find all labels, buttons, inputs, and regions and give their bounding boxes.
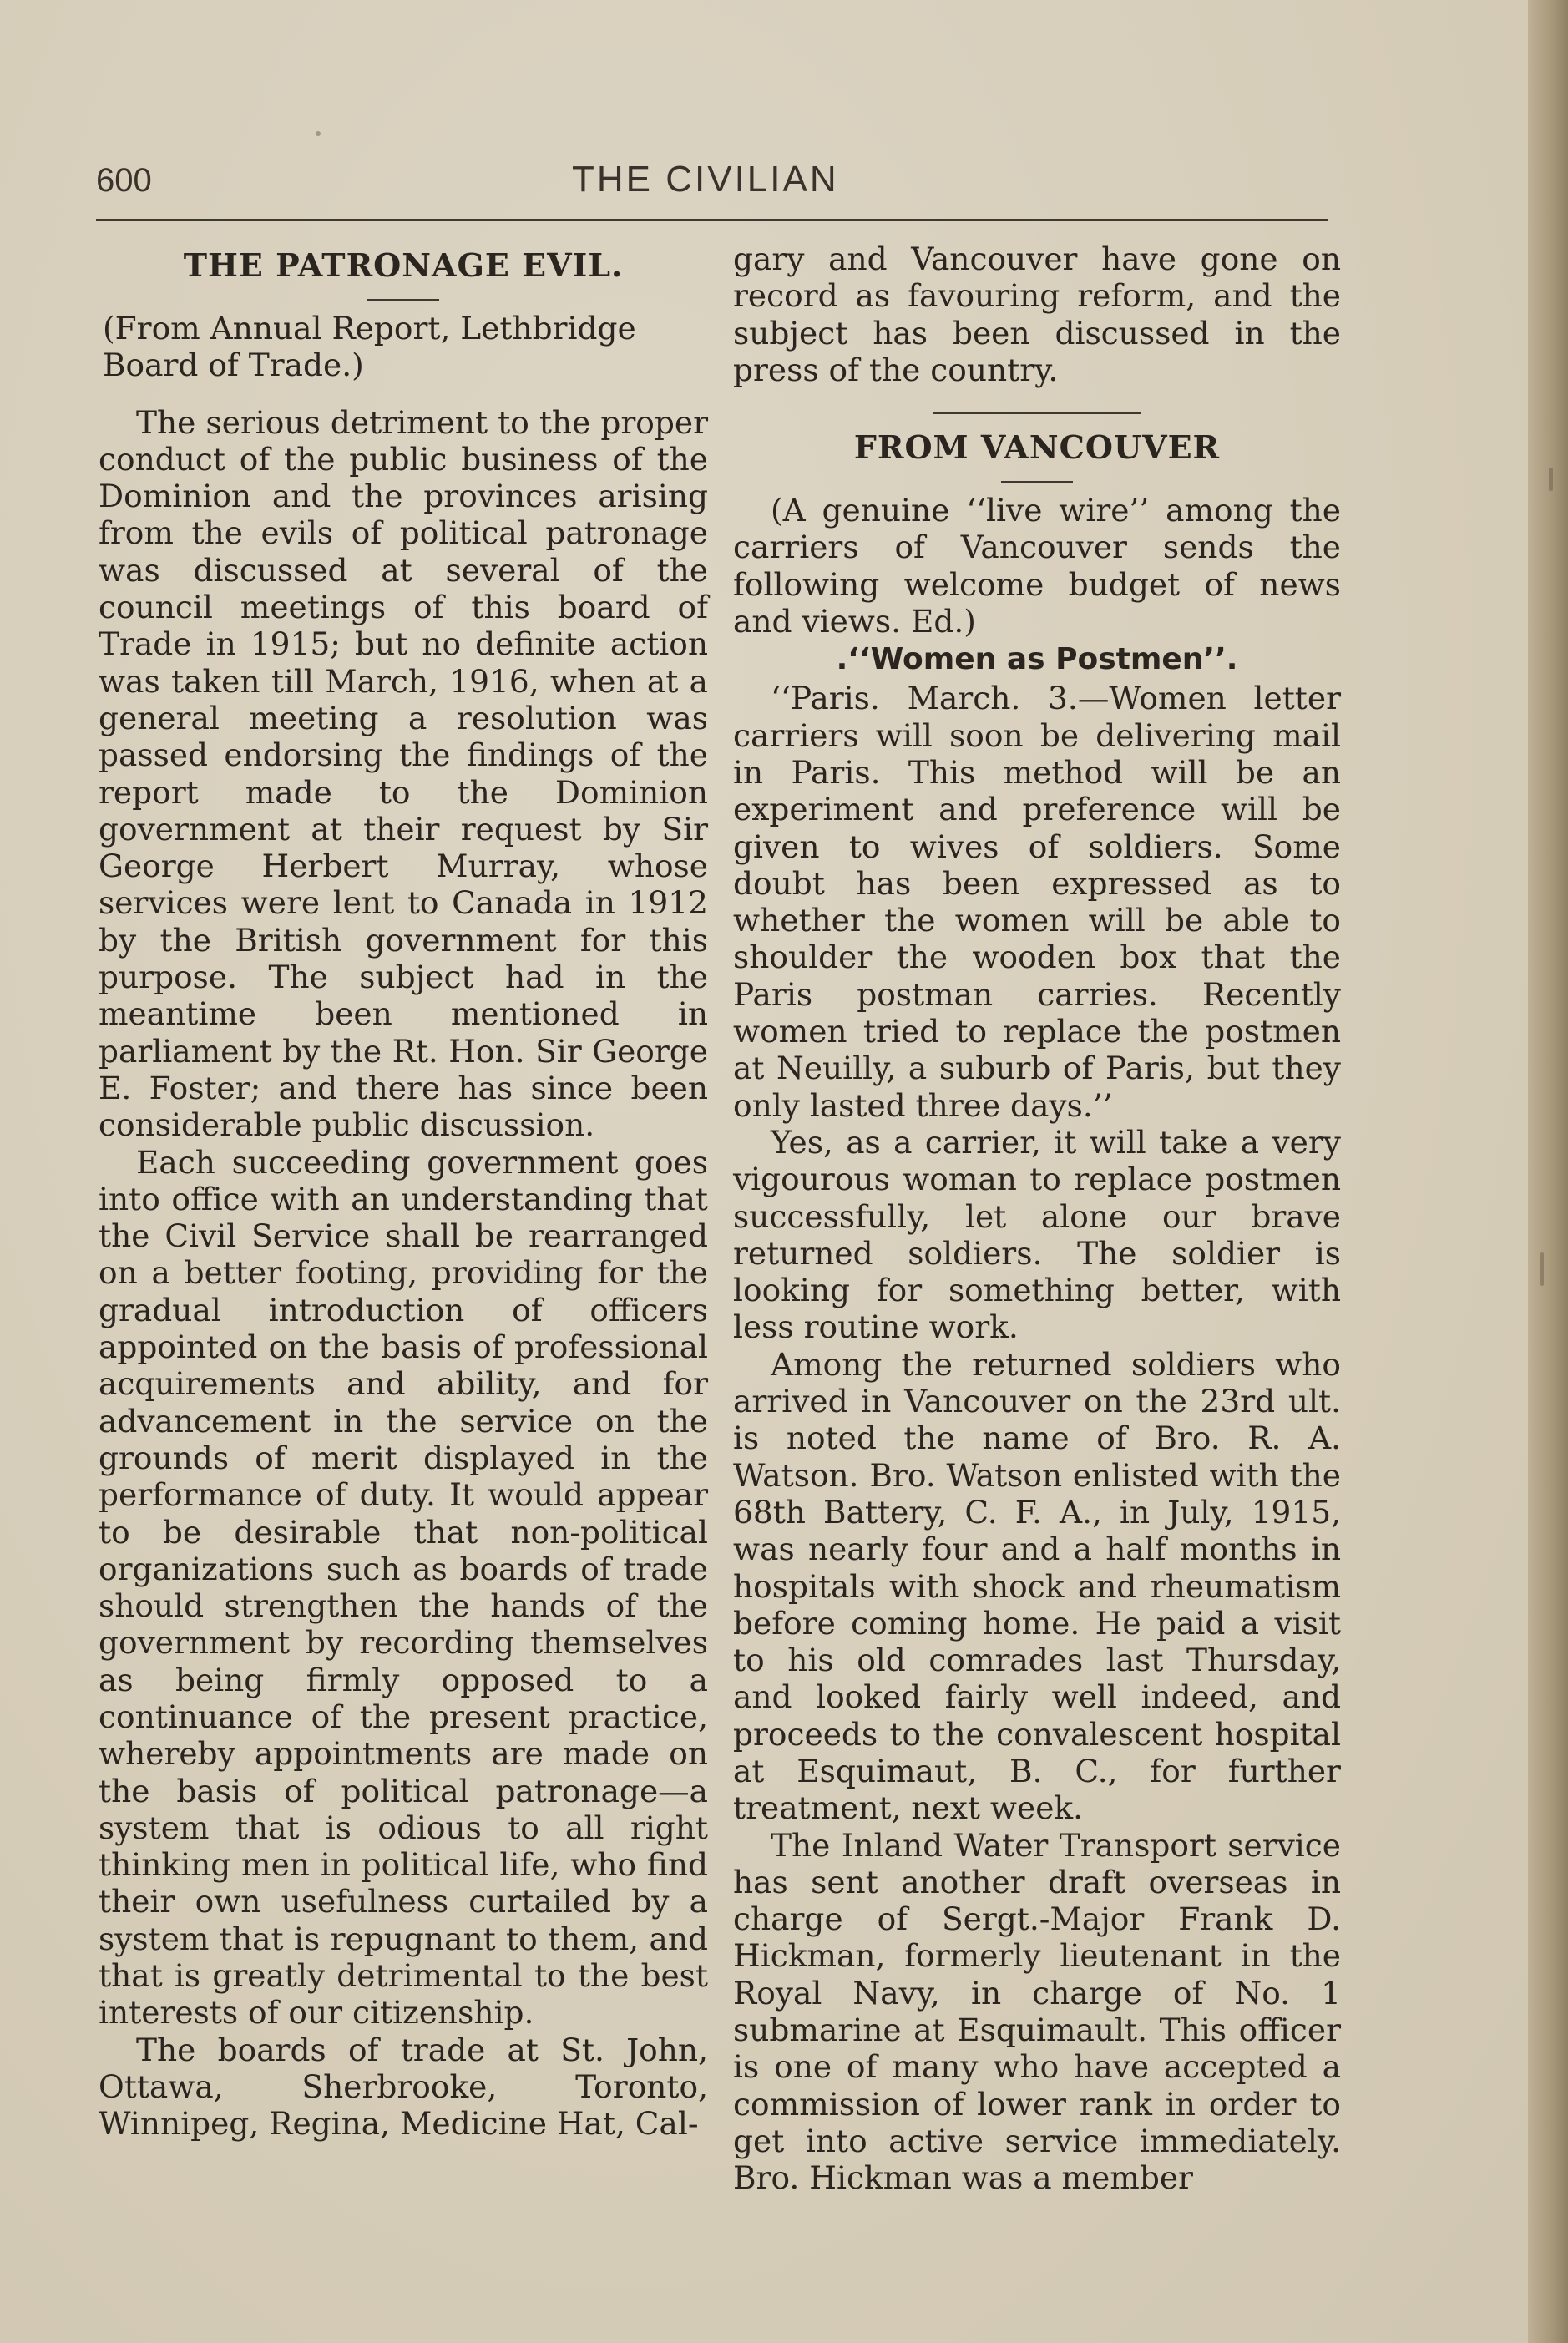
heading-rule bbox=[367, 299, 439, 301]
article-paragraph: The Inland Water Transport service has sent another draft overseas in charge of Sergt.-Major Frank D. Hickman, formerly lieutenant in the Royal Navy, in charge of No. 1 submarine at Esquimault. This officer is one of many who have accepted a commission of lower rank in order to get into active service immediately. Bro. Hickman was a member bbox=[733, 1826, 1341, 2197]
article-heading: FROM VANCOUVER bbox=[853, 428, 1221, 467]
paper-speck bbox=[1540, 1252, 1544, 1286]
article-paragraph: ‘‘Paris. March. 3.—Women letter carriers will soon be delivering mail in Paris. This method will be an experiment and preference will be given to wives of soldiers. Some doubt has been expressed as to whether the women will be able to shoulder the wooden box that the Paris postman carries. Recently women tried to replace the postmen at Neuilly, a suburb of Paris, but they only lasted three days.’’ bbox=[733, 680, 1341, 1124]
page-header bbox=[96, 157, 1323, 210]
article-paragraph: The boards of trade at St. John, Ottawa, Sherbrooke, Toronto, Winnipeg, Regina, Medicine Hat, Cal- bbox=[99, 2031, 708, 2143]
article-paragraph: Among the returned soldiers who arrived in Vancouver on the 23rd ult. is noted the name of Bro. R. A. Watson. Bro. Watson enlisted with the 68th Battery, C. F. A., in July, 1915, was nearly four and a half months in hospitals with shock and rheumatism before coming home. He paid a visit to his old comrades last Thursday, and looked fairly well indeed, and proceeds to the convalescent hospital at Esquimaut, B. C., for further treatment, next week. bbox=[733, 1345, 1341, 1827]
continued-paragraph: gary and Vancouver have gone on record as favouring reform, and the subject has been discussed in the press of the country. bbox=[733, 240, 1341, 388]
article-heading: THE PATRONAGE EVIL. bbox=[183, 246, 624, 284]
heading-rule bbox=[1001, 481, 1073, 483]
paper-speck bbox=[1549, 468, 1553, 491]
page-number: 600 bbox=[96, 162, 152, 199]
page-edge-shadow bbox=[1528, 0, 1568, 2343]
left-column bbox=[99, 242, 708, 2143]
right-column bbox=[733, 240, 1341, 2197]
article-paragraph: The serious detriment to the proper conduct of the public business of the Dominion and the provinces arising from the evils of political patronage was discussed at several of the council meetings of this board of Trade in 1915; but no definite action was taken till March, 1916, when at a general meeting a resolution was passed endorsing the findings of the report made to the Dominion government at their request by Sir George Herbert Murray, whose services were lent to Canada in 1912 by the British government for this purpose. The subject had in the meantime been mentioned in parliament by the Rt. Hon. Sir George E. Foster; and there has since been considerable public discussion. bbox=[99, 403, 708, 1144]
header-rule bbox=[96, 219, 1328, 221]
article-paragraph: Yes, as a carrier, it will take a very vigourous woman to replace postmen successfully, let alone our brave returned soldiers. The soldier is looking for something better, with less routine work. bbox=[733, 1123, 1341, 1346]
running-title: THE CIVILIAN bbox=[572, 159, 839, 200]
section-rule bbox=[933, 412, 1141, 414]
paper-speck bbox=[316, 131, 321, 136]
intro-note: (A genuine ‘‘live wire’’ among the carriers of Vancouver sends the following welcome budget of news and views. Ed.) bbox=[733, 492, 1341, 640]
source-note: (From Annual Report, Lethbridge Board of Trade.) bbox=[103, 310, 636, 384]
subheading: .‘‘Women as Postmen’’. bbox=[836, 642, 1238, 677]
article-paragraph: Each succeeding government goes into office with an understanding that the Civil Service shall be rearranged on a better footing, providing for the gradual introduction of officers appointed on the basis of professional acquirements and ability, and for advancement in the service on the grounds of merit displayed in the performance of duty. It would appear to be desirable that non-political organizations such as boards of trade should strengthen the hands of the government by recording themselves as being firmly opposed to a continuance of the present practice, whereby appointments are made on the basis of political patronage—a system that is odious to all right thinking men in political life, who find their own usefulness curtailed by a system that is repugnant to them, and that is greatly detrimental to the best interests of our citizenship. bbox=[99, 1143, 708, 2032]
